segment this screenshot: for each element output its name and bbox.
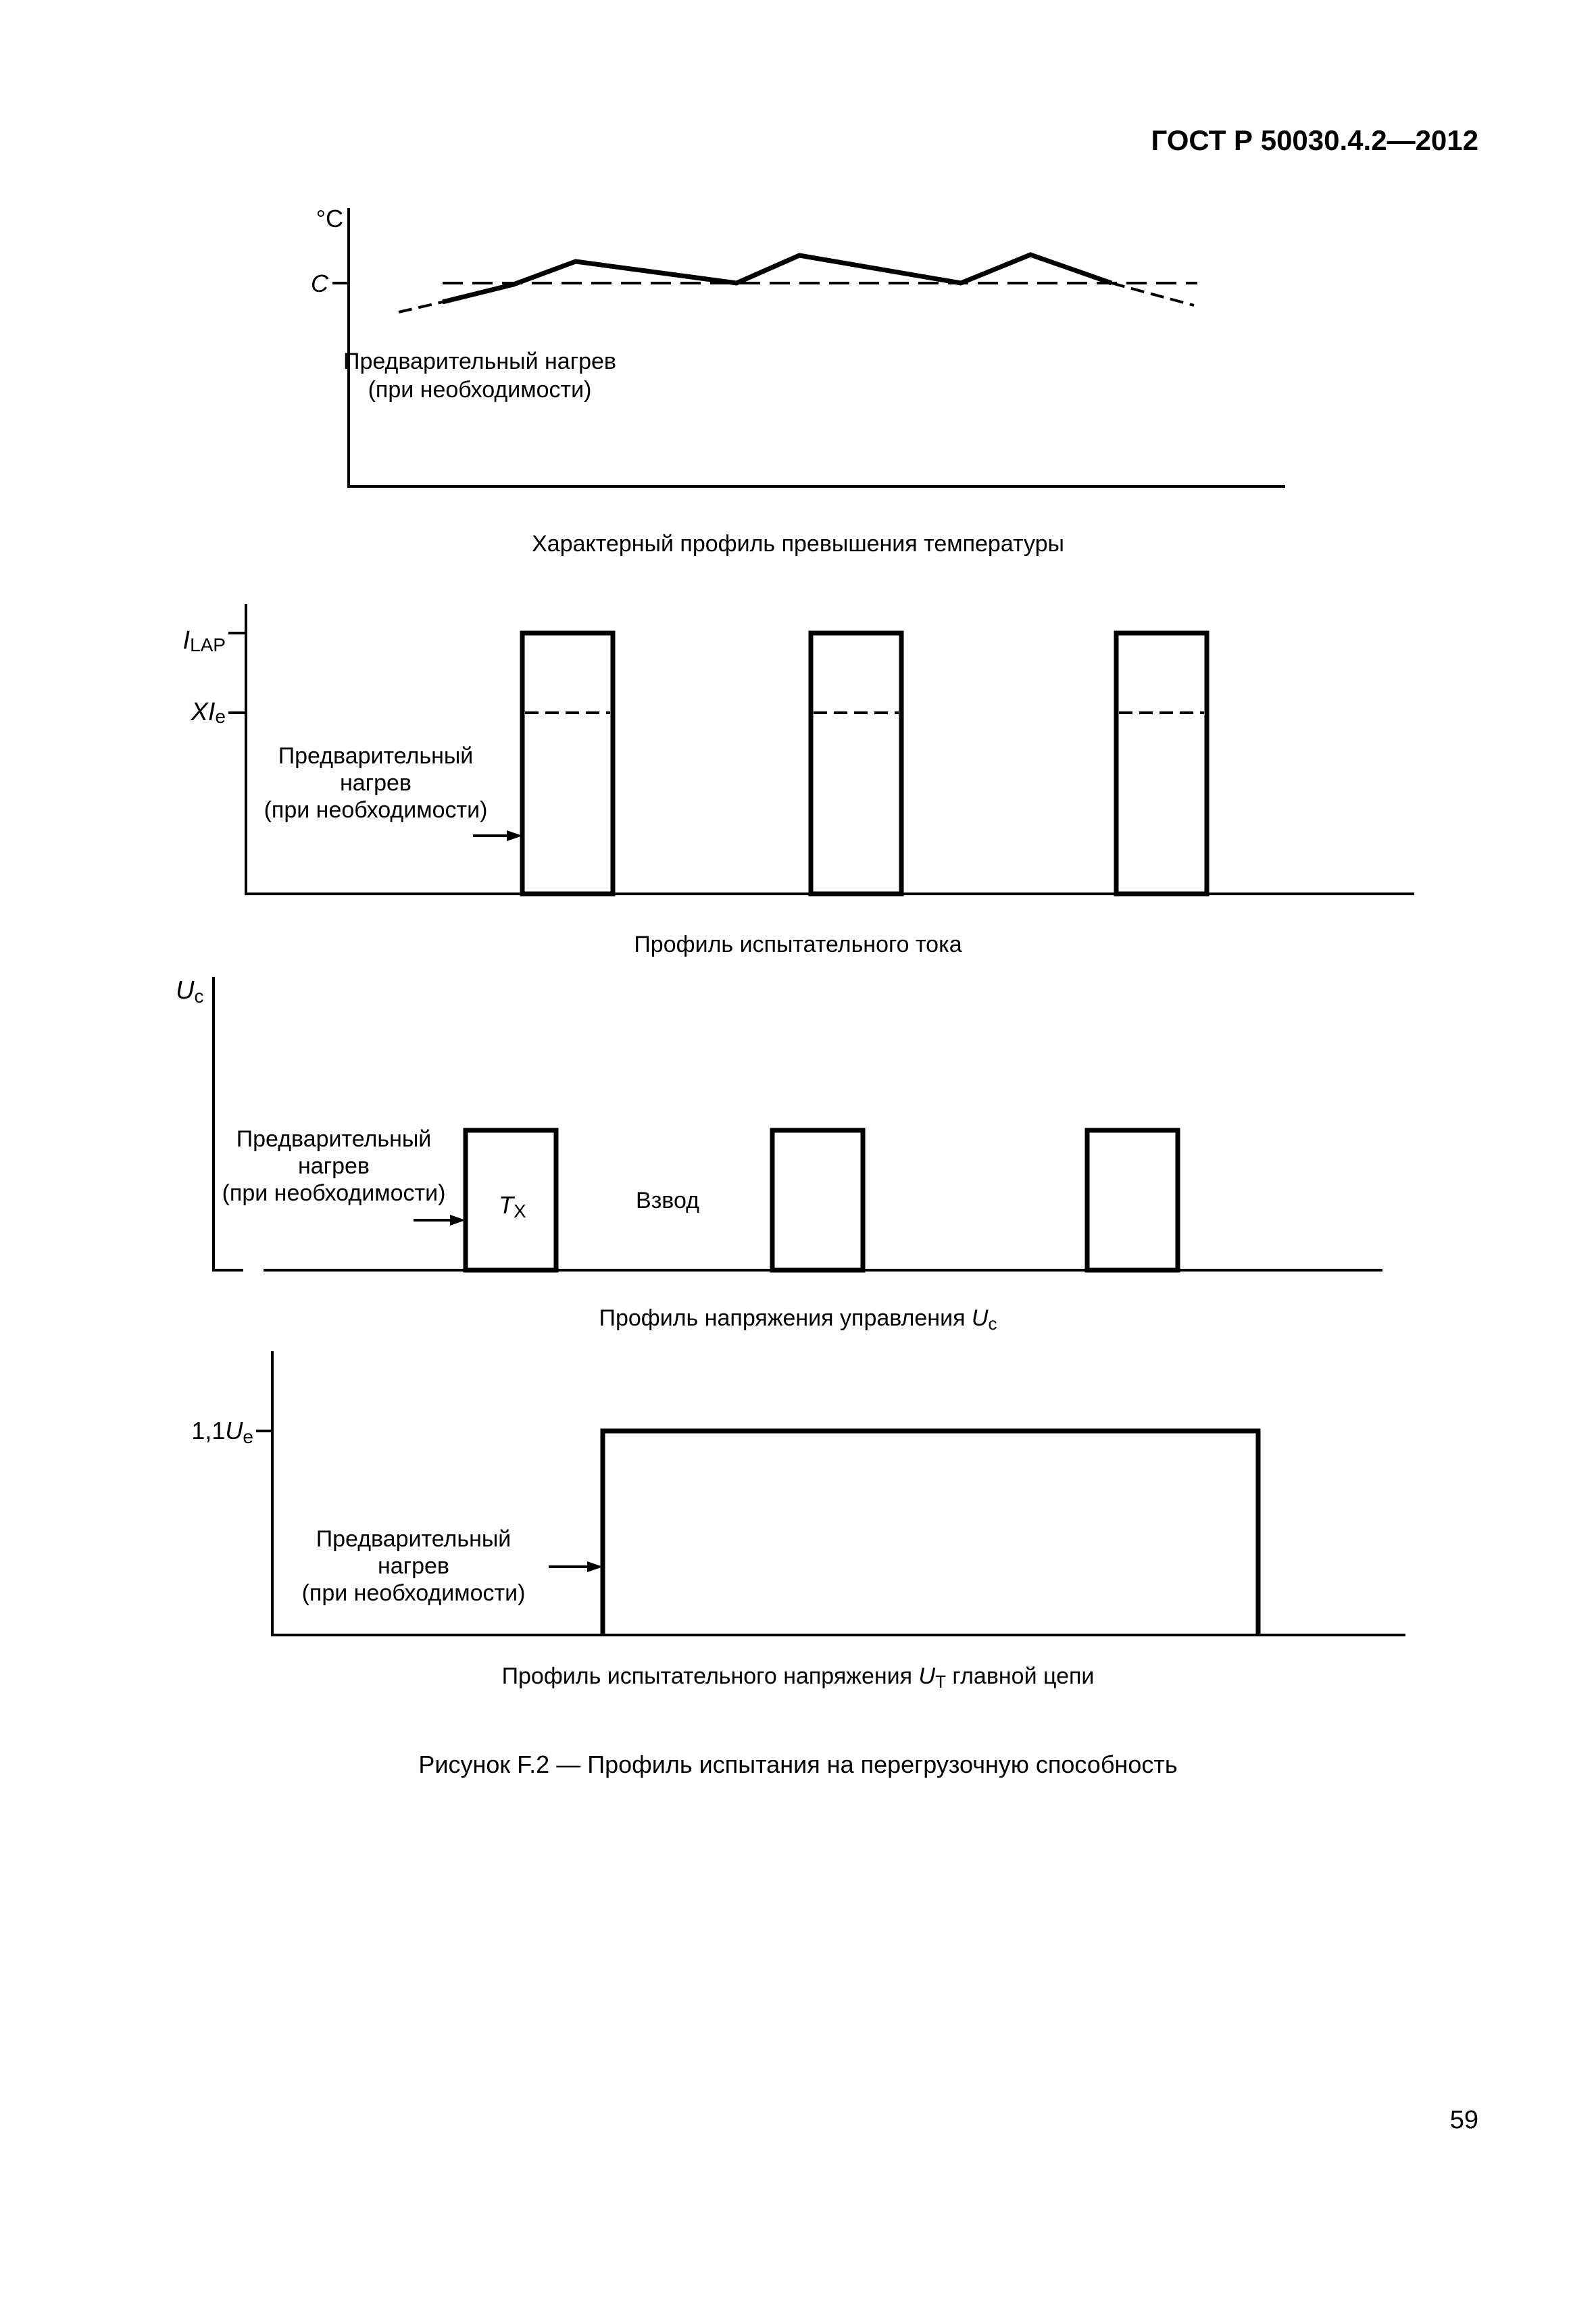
preheat-note-line3: (при необходимости): [301, 1580, 526, 1606]
ilap-label: ILAP: [182, 626, 226, 655]
control-pulse-3: [1087, 1130, 1178, 1270]
preheat-note-line3: (при необходимости): [222, 1180, 446, 1206]
figure-caption: Рисунок F.2 — Профиль испытания на перегрузочную способность: [418, 1751, 1178, 1778]
control-pulse-2: [772, 1130, 863, 1270]
test-current-caption: Профиль испытательного тока: [634, 932, 962, 957]
temperature-profile-diagram: [311, 205, 1285, 488]
c-level-label: C: [311, 270, 328, 297]
y-axis-label: °C: [316, 205, 343, 232]
standard-header: ГОСТ Р 50030.4.2—2012: [1151, 124, 1478, 156]
preheat-note-line2: нагрев: [340, 770, 412, 796]
control-voltage-profile-diagram: [176, 976, 1382, 1272]
preheat-note-line1: Предварительный нагрев: [343, 349, 616, 374]
temperature-curve: [443, 255, 1112, 302]
temperature-profile-caption: Характерный профиль превышения температуры: [532, 531, 1064, 557]
current-pulse-2: [811, 633, 901, 894]
preheat-note-line2: (при необходимости): [368, 377, 592, 403]
preheat-note-line1: Предварительный: [236, 1126, 432, 1152]
page-number: 59: [1449, 2106, 1478, 2134]
vzvod-label: Взвод: [636, 1188, 699, 1213]
preheat-note-line2: нагрев: [298, 1153, 370, 1179]
xie-label: XIe: [191, 698, 226, 727]
ue-level-label: 1,1Ue: [191, 1417, 253, 1447]
control-voltage-caption: Профиль напряжения управления Uc: [599, 1305, 997, 1334]
preheat-note-line1: Предварительный: [316, 1526, 512, 1552]
pre-heat-dashed-segment: [399, 302, 443, 312]
test-voltage-caption: Профиль испытательного напряжения UT главной цепи: [501, 1663, 1095, 1692]
current-pulse-3: [1116, 633, 1207, 894]
test-voltage-pulse: [603, 1431, 1258, 1635]
cool-down-dashed-segment: [1112, 283, 1194, 305]
uc-axis-label: Uc: [176, 976, 204, 1007]
test-voltage-profile-diagram: [191, 1351, 1405, 1636]
preheat-note-line3: (при необходимости): [264, 797, 488, 823]
preheat-note-line1: Предварительный: [278, 743, 474, 769]
current-pulse-1: [522, 633, 613, 894]
tx-label: TX: [499, 1191, 526, 1222]
preheat-note-line2: нагрев: [378, 1553, 449, 1579]
test-current-profile-diagram: [183, 604, 1415, 895]
